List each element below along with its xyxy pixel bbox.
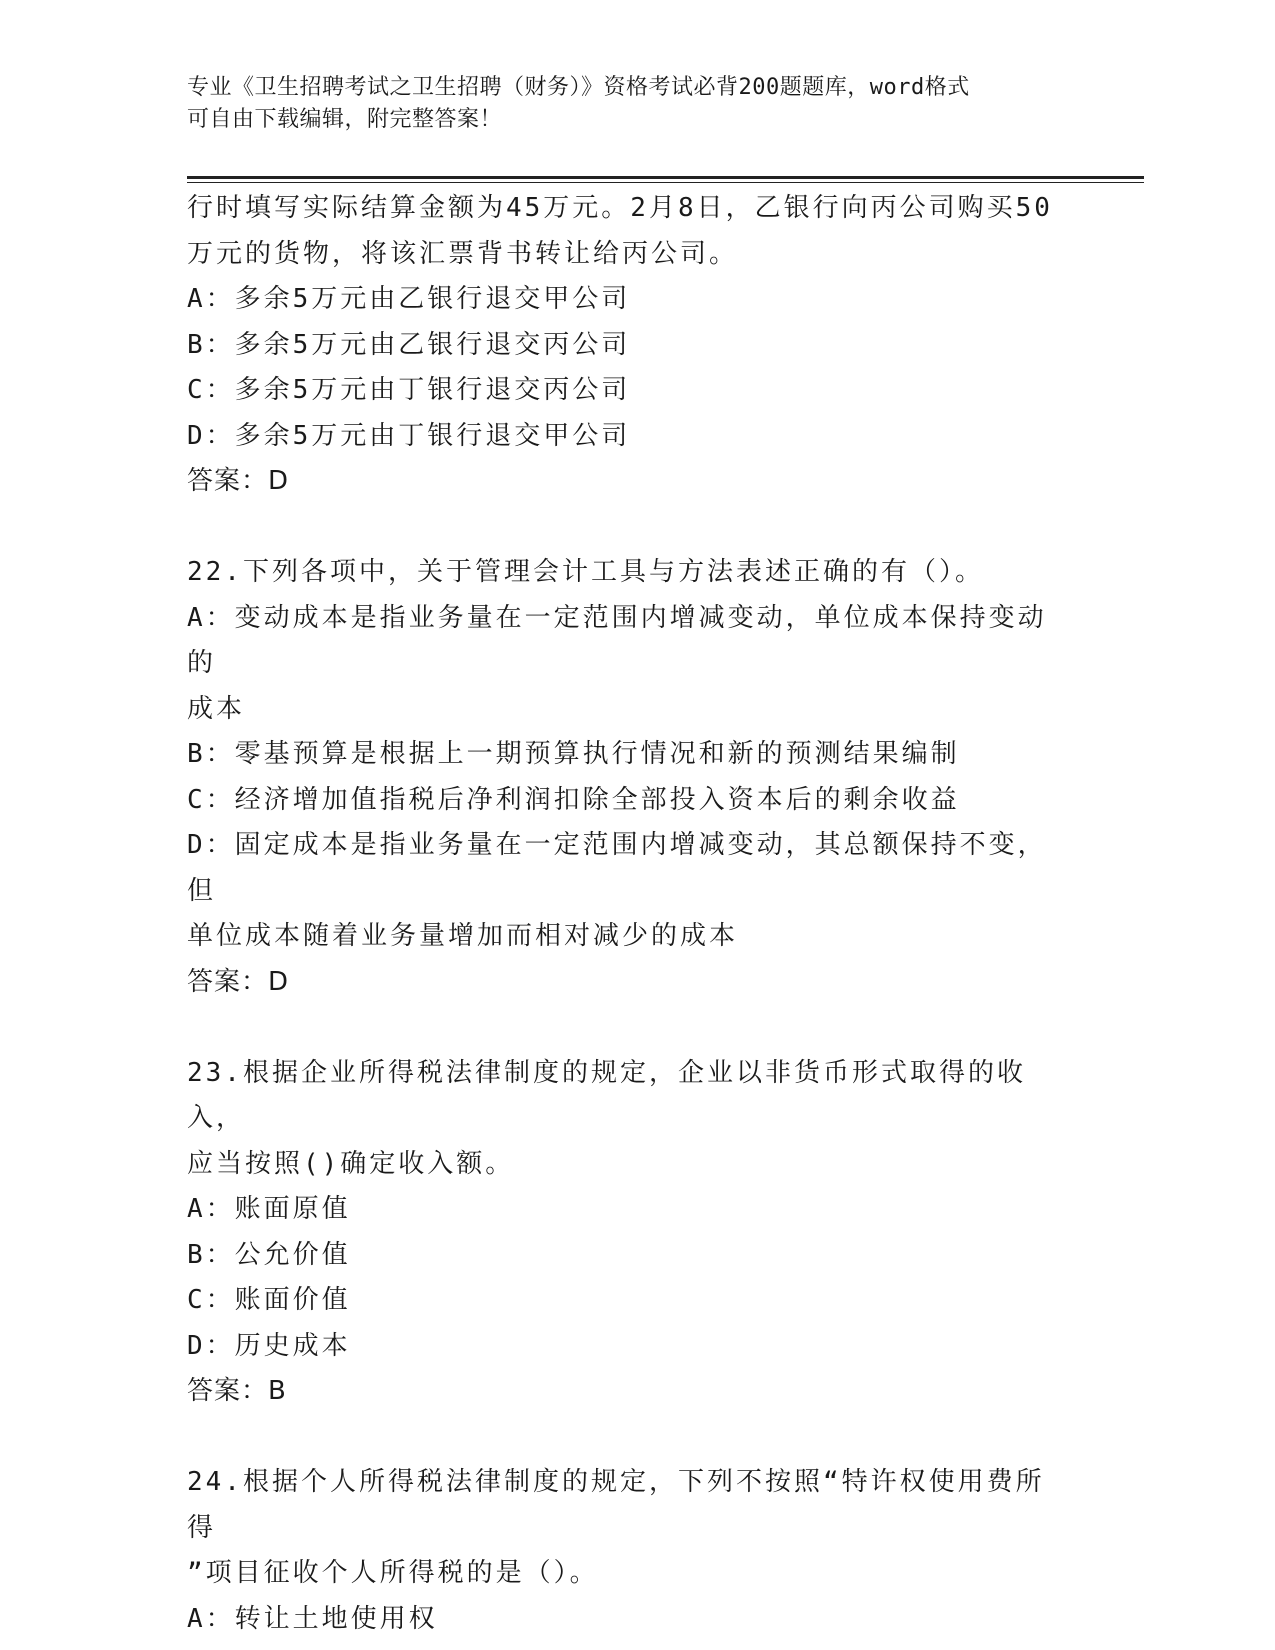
question-text-line: 应当按照()确定收入额。 bbox=[187, 1148, 515, 1179]
document-header bbox=[187, 72, 1087, 136]
option-a: A：变动成本是指业务量在一定范围内增减变动，单位成本保持变动的 bbox=[187, 602, 1047, 678]
question-text-line: 行时填写实际结算金额为45万元。2月8日，乙银行向丙公司购买50 bbox=[187, 193, 1053, 223]
option-d: D：历史成本 bbox=[187, 1330, 351, 1361]
question-text-line: 24.根据个人所得税法律制度的规定，下列不按照“特许权使用费所得 bbox=[187, 1467, 1045, 1543]
option-a: A：转让土地使用权 bbox=[187, 1603, 438, 1634]
spacer bbox=[187, 1415, 1067, 1461]
spacer bbox=[187, 505, 1067, 551]
question-24 bbox=[187, 1460, 1067, 1642]
option-c: C：账面价值 bbox=[187, 1285, 351, 1315]
option-c: C：多余5万元由丁银行退交丙公司 bbox=[187, 375, 631, 405]
answer-line: 答案：D bbox=[187, 466, 290, 496]
spacer bbox=[187, 1005, 1067, 1051]
answer-line: 答案：D bbox=[187, 966, 290, 997]
document-body bbox=[187, 186, 1067, 1642]
question-continuation bbox=[187, 186, 1067, 505]
option-d: D：多余5万元由丁银行退交甲公司 bbox=[187, 420, 631, 451]
option-a: A：多余5万元由乙银行退交甲公司 bbox=[187, 284, 631, 314]
option-b: B：多余5万元由乙银行退交丙公司 bbox=[187, 329, 631, 360]
question-23 bbox=[187, 1051, 1067, 1415]
question-text-line: ”项目征收个人所得税的是（）。 bbox=[187, 1558, 599, 1588]
option-a-continued: 成本 bbox=[187, 693, 246, 724]
header-divider-thin bbox=[187, 182, 1144, 183]
header-title-line-1: 专业《卫生招聘考试之卫生招聘（财务）》资格考试必背200题题库，word格式 bbox=[187, 75, 970, 100]
header-divider-thick bbox=[187, 176, 1144, 179]
option-d: D：固定成本是指业务量在一定范围内增减变动，其总额保持不变，但 bbox=[187, 830, 1047, 906]
answer-line: 答案：B bbox=[187, 1376, 287, 1406]
option-b: B：零基预算是根据上一期预算执行情况和新的预测结果编制 bbox=[187, 739, 960, 769]
question-22 bbox=[187, 550, 1067, 1005]
question-text-line: 23.根据企业所得税法律制度的规定，企业以非货币形式取得的收入， bbox=[187, 1057, 1026, 1133]
header-title-line-2: 可自由下载编辑，附完整答案！ bbox=[187, 107, 503, 132]
option-c: C：经济增加值指税后净利润扣除全部投入资本后的剩余收益 bbox=[187, 784, 960, 815]
question-text-line: 22.下列各项中，关于管理会计工具与方法表述正确的有（）。 bbox=[187, 557, 984, 587]
option-b: B：公允价值 bbox=[187, 1239, 351, 1270]
question-text-line: 万元的货物，将该汇票背书转让给丙公司。 bbox=[187, 238, 739, 269]
option-d-continued: 单位成本随着业务量增加而相对减少的成本 bbox=[187, 921, 739, 951]
option-a: A：账面原值 bbox=[187, 1194, 351, 1224]
